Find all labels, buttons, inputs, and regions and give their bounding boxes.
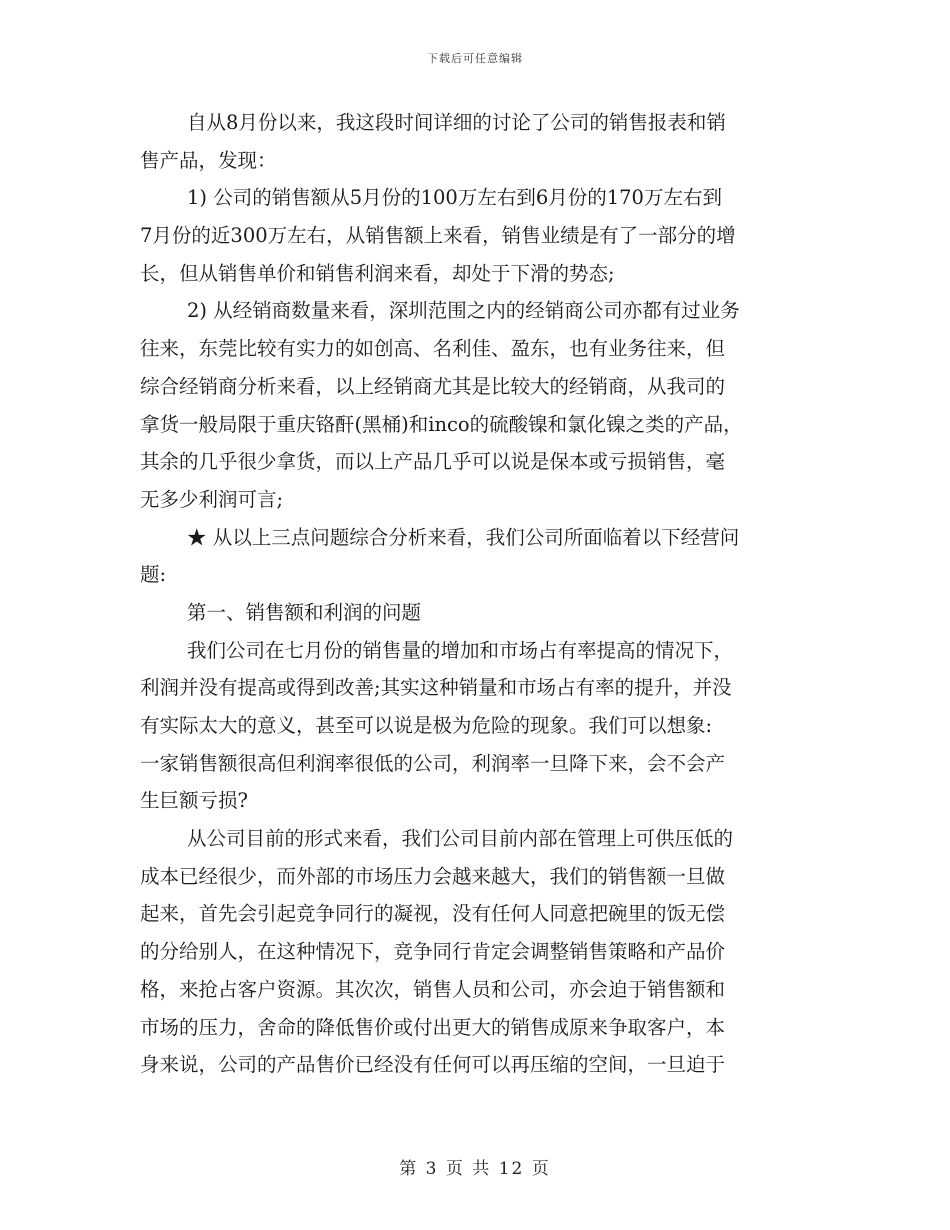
paragraph-line: 利润并没有提高或得到改善;其实这种销量和市场占有率的提升，并没 [140,676,732,700]
paragraph-line: 生巨额亏损? [140,789,248,813]
paragraph-line: 2) 从经销商数量来看，深圳范围之内的经销商公司亦都有过业务 [187,299,740,323]
body-text [140,104,812,1084]
paragraph-line: 从公司目前的形式来看，我们公司目前内部在管理上可供压低的 [187,827,734,851]
paragraph-line: 有实际太大的意义，甚至可以说是极为危险的现象。我们可以想象: [140,714,713,737]
page-header: 下载后可任意编辑 [427,52,523,65]
page-number: 第 3 页 共 12 页 [399,1159,551,1179]
paragraph-line: 售产品，发现： [140,148,277,172]
paragraph-line: 一家销售额很高但利润率很低的公司，利润率一旦降下来，会不会产 [140,751,726,775]
paragraph-line: 无多少利润可言; [140,487,284,511]
paragraph-line: 市场的压力，舍命的降低售价或付出更大的销售成原来争取客户，本 [140,1015,726,1039]
paragraph-line: 身来说，公司的产品售价已经没有任何可以再压缩的空间，一旦迫于 [140,1053,726,1077]
paragraph-line: 成本已经很少，而外部的市场压力会越来越大，我们的销售额一旦做 [140,864,726,888]
paragraph-line: 格，来抢占客户资源。其次次，销售人员和公司，亦会迫于销售额和 [140,977,726,1001]
section-heading: 第一、销售额和利润的问题 [187,600,422,624]
paragraph-line: 的分给别人，在这种情况下，竞争同行肯定会调整销售策略和产品价 [140,940,726,964]
paragraph-line: 1) 公司的销售额从5月份的100万左右到6月份的170万左右到 [187,186,722,210]
paragraph-line: 其余的几乎很少拿货，而以上产品几乎可以说是保本或亏损销售，毫 [140,450,726,474]
paragraph-line: 起来，首先会引起竞争同行的凝视，没有任何人同意把碗里的饭无偿 [140,902,726,926]
paragraph-line: 综合经销商分析来看，以上经销商尤其是比较大的经销商，从我司的 [140,374,726,398]
paragraph-line: 拿货一般局限于重庆铬酐(黑桶)和inco的硫酸镍和氯化镍之类的产品， [140,412,743,436]
paragraph-line: 自从8月份以来，我这段时间详细的讨论了公司的销售报表和销 [187,111,726,134]
paragraph-line: 往来，东莞比较有实力的如创高、名利佳、盈东，也有业务往来，但 [140,337,726,361]
paragraph-line: 题: [140,563,167,587]
paragraph-line: 长，但从销售单价和销售利润来看，却处于下滑的势态; [140,261,615,285]
paragraph-line: ★ 从以上三点问题综合分析来看，我们公司所面临着以下经营问 [187,525,740,549]
paragraph-line: 7月份的近300万左右，从销售额上来看，销售业绩是有了一部分的增 [140,224,736,248]
paragraph-line: 我们公司在七月份的销售量的增加和市场占有率提高的情况下， [187,638,734,662]
